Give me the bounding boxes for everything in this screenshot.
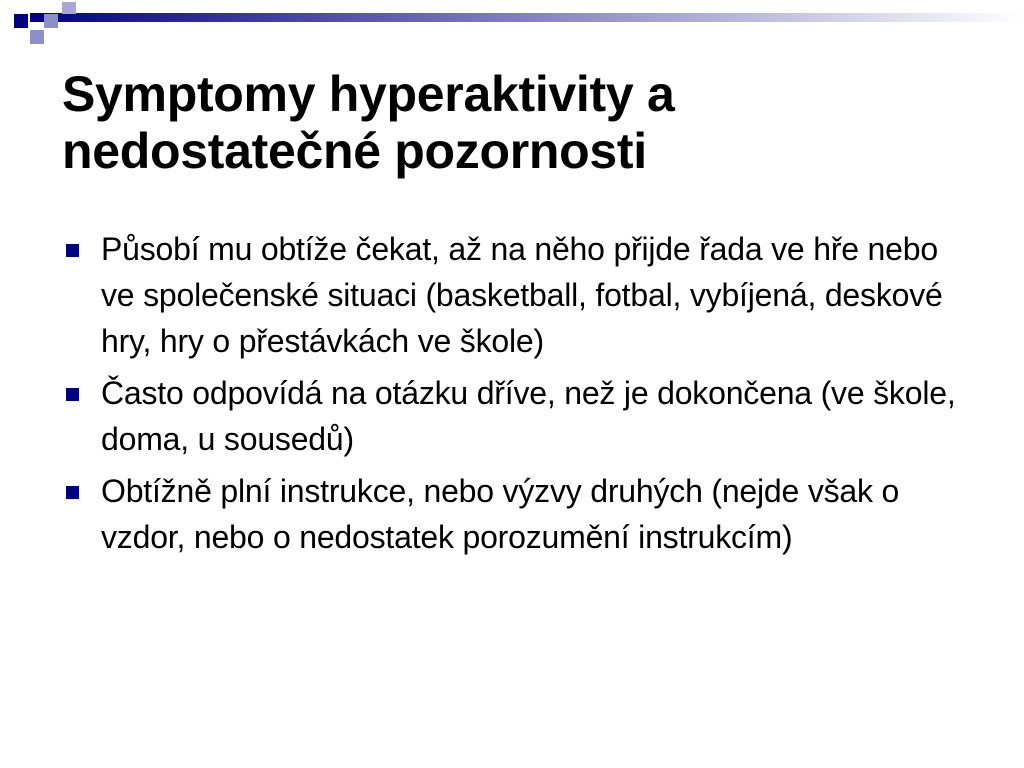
bullet-item bbox=[66, 226, 966, 364]
deco-square-light bbox=[44, 14, 58, 28]
slide-header-decoration bbox=[0, 0, 1024, 60]
bullet-text: Obtížně plní instrukce, nebo výzvy druhých (nejde však o vzdor, nebo o nedostatek porozumění instrukcím) bbox=[101, 473, 900, 555]
header-gradient-bar bbox=[30, 13, 1024, 22]
square-bullet-icon bbox=[66, 388, 79, 401]
bullet-text: Často odpovídá na otázku dříve, než je dokončena (ve škole, doma, u sousedů) bbox=[101, 375, 956, 457]
square-bullet-icon bbox=[66, 244, 79, 257]
bullet-text: Působí mu obtíže čekat, až na něho přijde řada ve hře nebo ve společenské situaci (basketball, fotbal, vybíjená, deskové hry, hry o přestávkách ve škole) bbox=[101, 231, 943, 359]
slide-title-line: Symptomy hyperaktivity a bbox=[62, 66, 675, 122]
deco-square-light bbox=[30, 30, 44, 44]
slide-title bbox=[62, 66, 982, 180]
square-bullet-icon bbox=[66, 486, 79, 499]
slide-title-line: nedostatečné pozornosti bbox=[62, 123, 647, 179]
bullet-list bbox=[66, 226, 966, 566]
deco-square-light bbox=[62, 2, 76, 14]
bullet-item bbox=[66, 370, 966, 462]
deco-square-dark bbox=[14, 14, 28, 28]
bullet-item bbox=[66, 468, 966, 560]
